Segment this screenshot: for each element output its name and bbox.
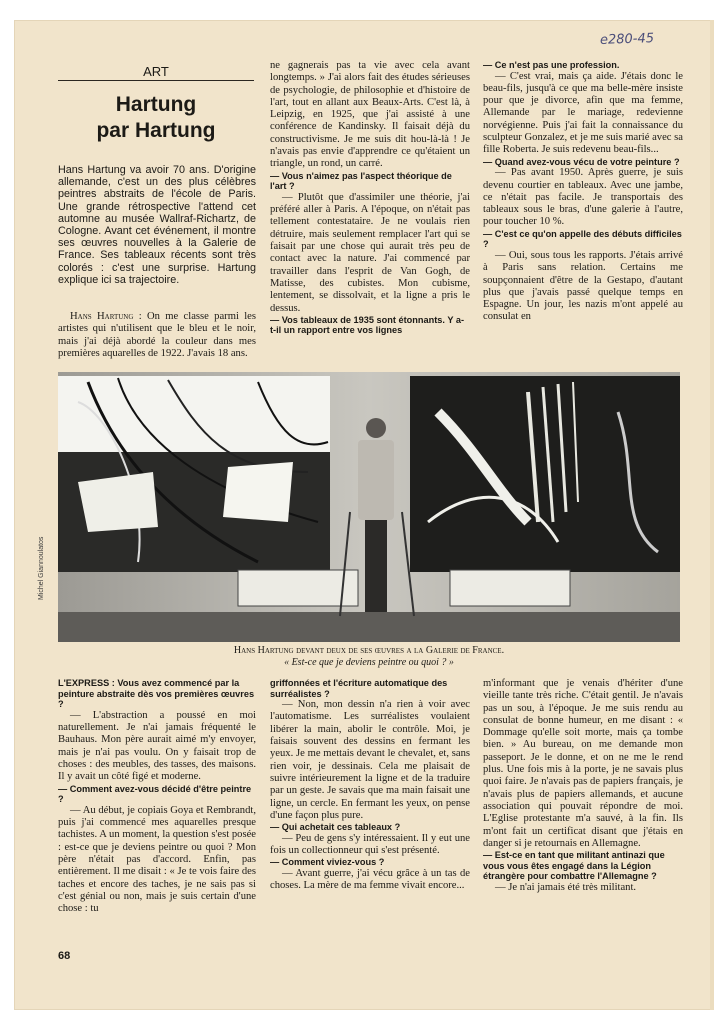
paragraph: — Pas avant 1950. Après guerre, je suis devenu courtier en tableaux. Avec une jambe, ce n'était pas facile. Je transportais des tableaux sous le bras, d'une galerie à l'autre, pour toucher 10 %. xyxy=(483,167,683,228)
paragraph: — Avant guerre, j'ai vécu grâce à un tas de choses. La mère de ma femme vivait encore... xyxy=(270,867,470,892)
paragraph: ne gagnerais pas ta vie avec cela avant longtemps. » J'ai alors fait des études sérieuses de psychologie, de philosophie et d'histoire de l'art, tout en allant aux Beaux-Arts. C'est là, à Leipzig, en 1925, que j'ai assisté à une conférence de Kandinsky. Il faisait déjà du constructivisme. Je me suis dit hou-là-là ! Je n'avais pas envie d'apprendre ce qu'étaient un triangle, un rond, un carré. xyxy=(270,60,470,170)
column-5 xyxy=(270,678,470,893)
handwritten-note: e280-45 xyxy=(599,31,655,48)
photo-caption xyxy=(58,645,680,669)
caption-line-1: Hans Hartung devant deux de ses œuvres a la Galerie de France. xyxy=(233,645,505,656)
question: — Est-ce en tant que militant antinazi que vous vous êtes engagé dans la Légion étrangère pour combattre l'Allemagne ? xyxy=(483,850,665,882)
section-rule xyxy=(58,80,254,81)
paragraph: — Oui, sous tous les rapports. J'étais arrivé à Paris sans relation. Certains me soupçonnaient d'être de la Gestapo, d'autant plus que j'avais passé quelque temps en Espagne. Un jour, les nazis m'ont appelé au consulat en xyxy=(483,249,683,323)
photo-credit: Michel Giannoulatos xyxy=(38,536,45,600)
page-number: 68 xyxy=(58,950,71,962)
paragraph: — Je n'ai jamais été très militant. xyxy=(495,881,637,893)
paragraph: — C'est vrai, mais ça aide. J'étais donc le beau-fils, jusqu'à ce que ma belle-mère insiste pour que je divorce, afin que ma femme, Allemande par le mariage, redevienne norvégienne. Puis j'ai fait la connaissance du sculpteur Gonzalez, et je me suis marié avec sa fille Roberta. Je suis redevenu beau-fils... xyxy=(483,70,683,156)
question: — Vous n'aimez pas l'aspect théorique de l'art ? xyxy=(270,170,452,192)
paragraph: — Peu de gens s'y intéressaient. Il y eut une fois un collectionneur qui s'est présenté. xyxy=(270,832,470,857)
paragraph: — Au début, je copiais Goya et Rembrandt, puis j'ai commencé mes aquarelles presque tachistes. A un moment, la question s'est posée : est-ce que je deviens peintre ou quoi ? Mon père n'était pas d'accord. Enfin, pas entièrement. Il me disait : « Je te vois faire des taches et encore des taches, je ne sais pas si c'est génial ou non, mais je suis certain d'une chose : tu xyxy=(58,804,256,915)
question: — Comment viviez-vous ? xyxy=(270,857,385,868)
column-1 xyxy=(58,311,256,360)
speaker-name: Hans Hartung xyxy=(70,311,134,322)
article-title xyxy=(58,92,254,144)
question: — Ce n'est pas une profession. xyxy=(483,60,620,70)
right-painting xyxy=(410,376,680,572)
title-line-1: Hartung xyxy=(115,93,197,116)
column-4 xyxy=(58,678,256,915)
article-intro: Hans Hartung va avoir 70 ans. D'origine allemande, c'est un des plus célèbres peintres abstraits de l'école de Paris. Une grande rétrospective l'attend cet automne au musée Wallraf-Richartz, de Cologne. Avant cet événement, il montre ses œuvres nouvelles à la Galerie de France. Ses tableaux récents sont très colorés : c'est une surprise. Hartung explique ici sa trajectoire. xyxy=(58,164,256,286)
paragraph: — Non, mon dessin n'a rien à voir avec l'automatisme. Les surréalistes voulaient libérer la main, abolir le contrôle. Moi, je faisais souvent des dessins en fermant les yeux. Je me mettais devant le chevalet, et, sans rien voir, je dessinais. Cela me plaisait de suivre intérieurement la ligne et de la traduire par un geste. Je savais que ma main faisait une ligne, un cercle. En fermant les yeux, on pense d'une façon plus pure. xyxy=(270,699,470,821)
question: — Vos tableaux de 1935 sont étonnants. Y a-t-il un rapport entre vos lignes xyxy=(270,314,465,336)
question: — Comment avez-vous décidé d'être peintre ? xyxy=(58,783,252,805)
caption-line-2: « Est-ce que je deviens peintre ou quoi ? » xyxy=(284,657,454,668)
column-3 xyxy=(483,60,683,324)
paragraph: m'informant que je venais d'hériter d'une vieille tante très riche. C'était gentil. Je n'avais pas un sou, à l'époque. Je me suis rendu au consulat de bonne humeur, en me disant : « Dommage qu'elle soit morte, mais ça tombe bien. » Au bureau, on me demande mon passeport. Je le donne, et on ne me le rend plus. Une fois mis à la porte, je ne savais plus quoi faire. Je n'avais pas de papiers français, je n'avais plus de papiers allemands, et aucune association qui pouvait répondre de moi. L'Eglise protestante m'a sauvé, à la fin. Ils m'ont fait un certificat disant que j'étais en danger si je retournais en Allemagne. xyxy=(483,678,683,849)
paragraph: : On me classe parmi les artistes qui n'utilisent que le bleu et le noir, mais j'ai déjà abordé la couleur dans mes premières aquarelles de 1922. J'avais 18 ans. xyxy=(58,311,256,359)
gallery-photo xyxy=(58,372,680,642)
left-painting xyxy=(58,376,330,572)
photo-artwork xyxy=(58,372,680,642)
question: griffonnées et l'écriture automatique des surréalistes ? xyxy=(270,678,448,699)
column-6 xyxy=(483,678,683,894)
question: — C'est ce qu'on appelle des débuts difficiles ? xyxy=(483,228,682,250)
column-2 xyxy=(270,60,470,336)
question: — Quand avez-vous vécu de votre peinture ? xyxy=(483,156,680,167)
paragraph: — L'abstraction a poussé en moi naturellement. Je n'ai jamais fréquenté le Bauhaus. Mon père aurait aimé m'y envoyer, mais je n'ai pas voulu. On y faisait trop de choses : des meubles, des tasses, des maisons. Il y avait un côté figé et moderne. xyxy=(58,709,256,783)
section-label: ART xyxy=(143,64,169,79)
question: L'EXPRESS : Vous avez commencé par la peinture abstraite dès vos premières œuvres ? xyxy=(58,678,255,710)
question: — Qui achetait ces tableaux ? xyxy=(270,822,401,833)
title-line-2: par Hartung xyxy=(96,119,216,142)
paragraph: — Plutôt que d'assimiler une théorie, j'ai préféré aller à Paris. A l'époque, on n'était pas tellement contestataire. Je ne voulais rien détruire, mais seulement remplacer l'art qui se faisait par une chose qui aurait très peu de contact avec la nature. J'ai commencé par travailler dans l'esprit de Van Gogh, de Matisse, des cubistes. Mon cubisme, lentement, se dissolvait, et la ligne a pris le dessus. xyxy=(270,191,470,314)
